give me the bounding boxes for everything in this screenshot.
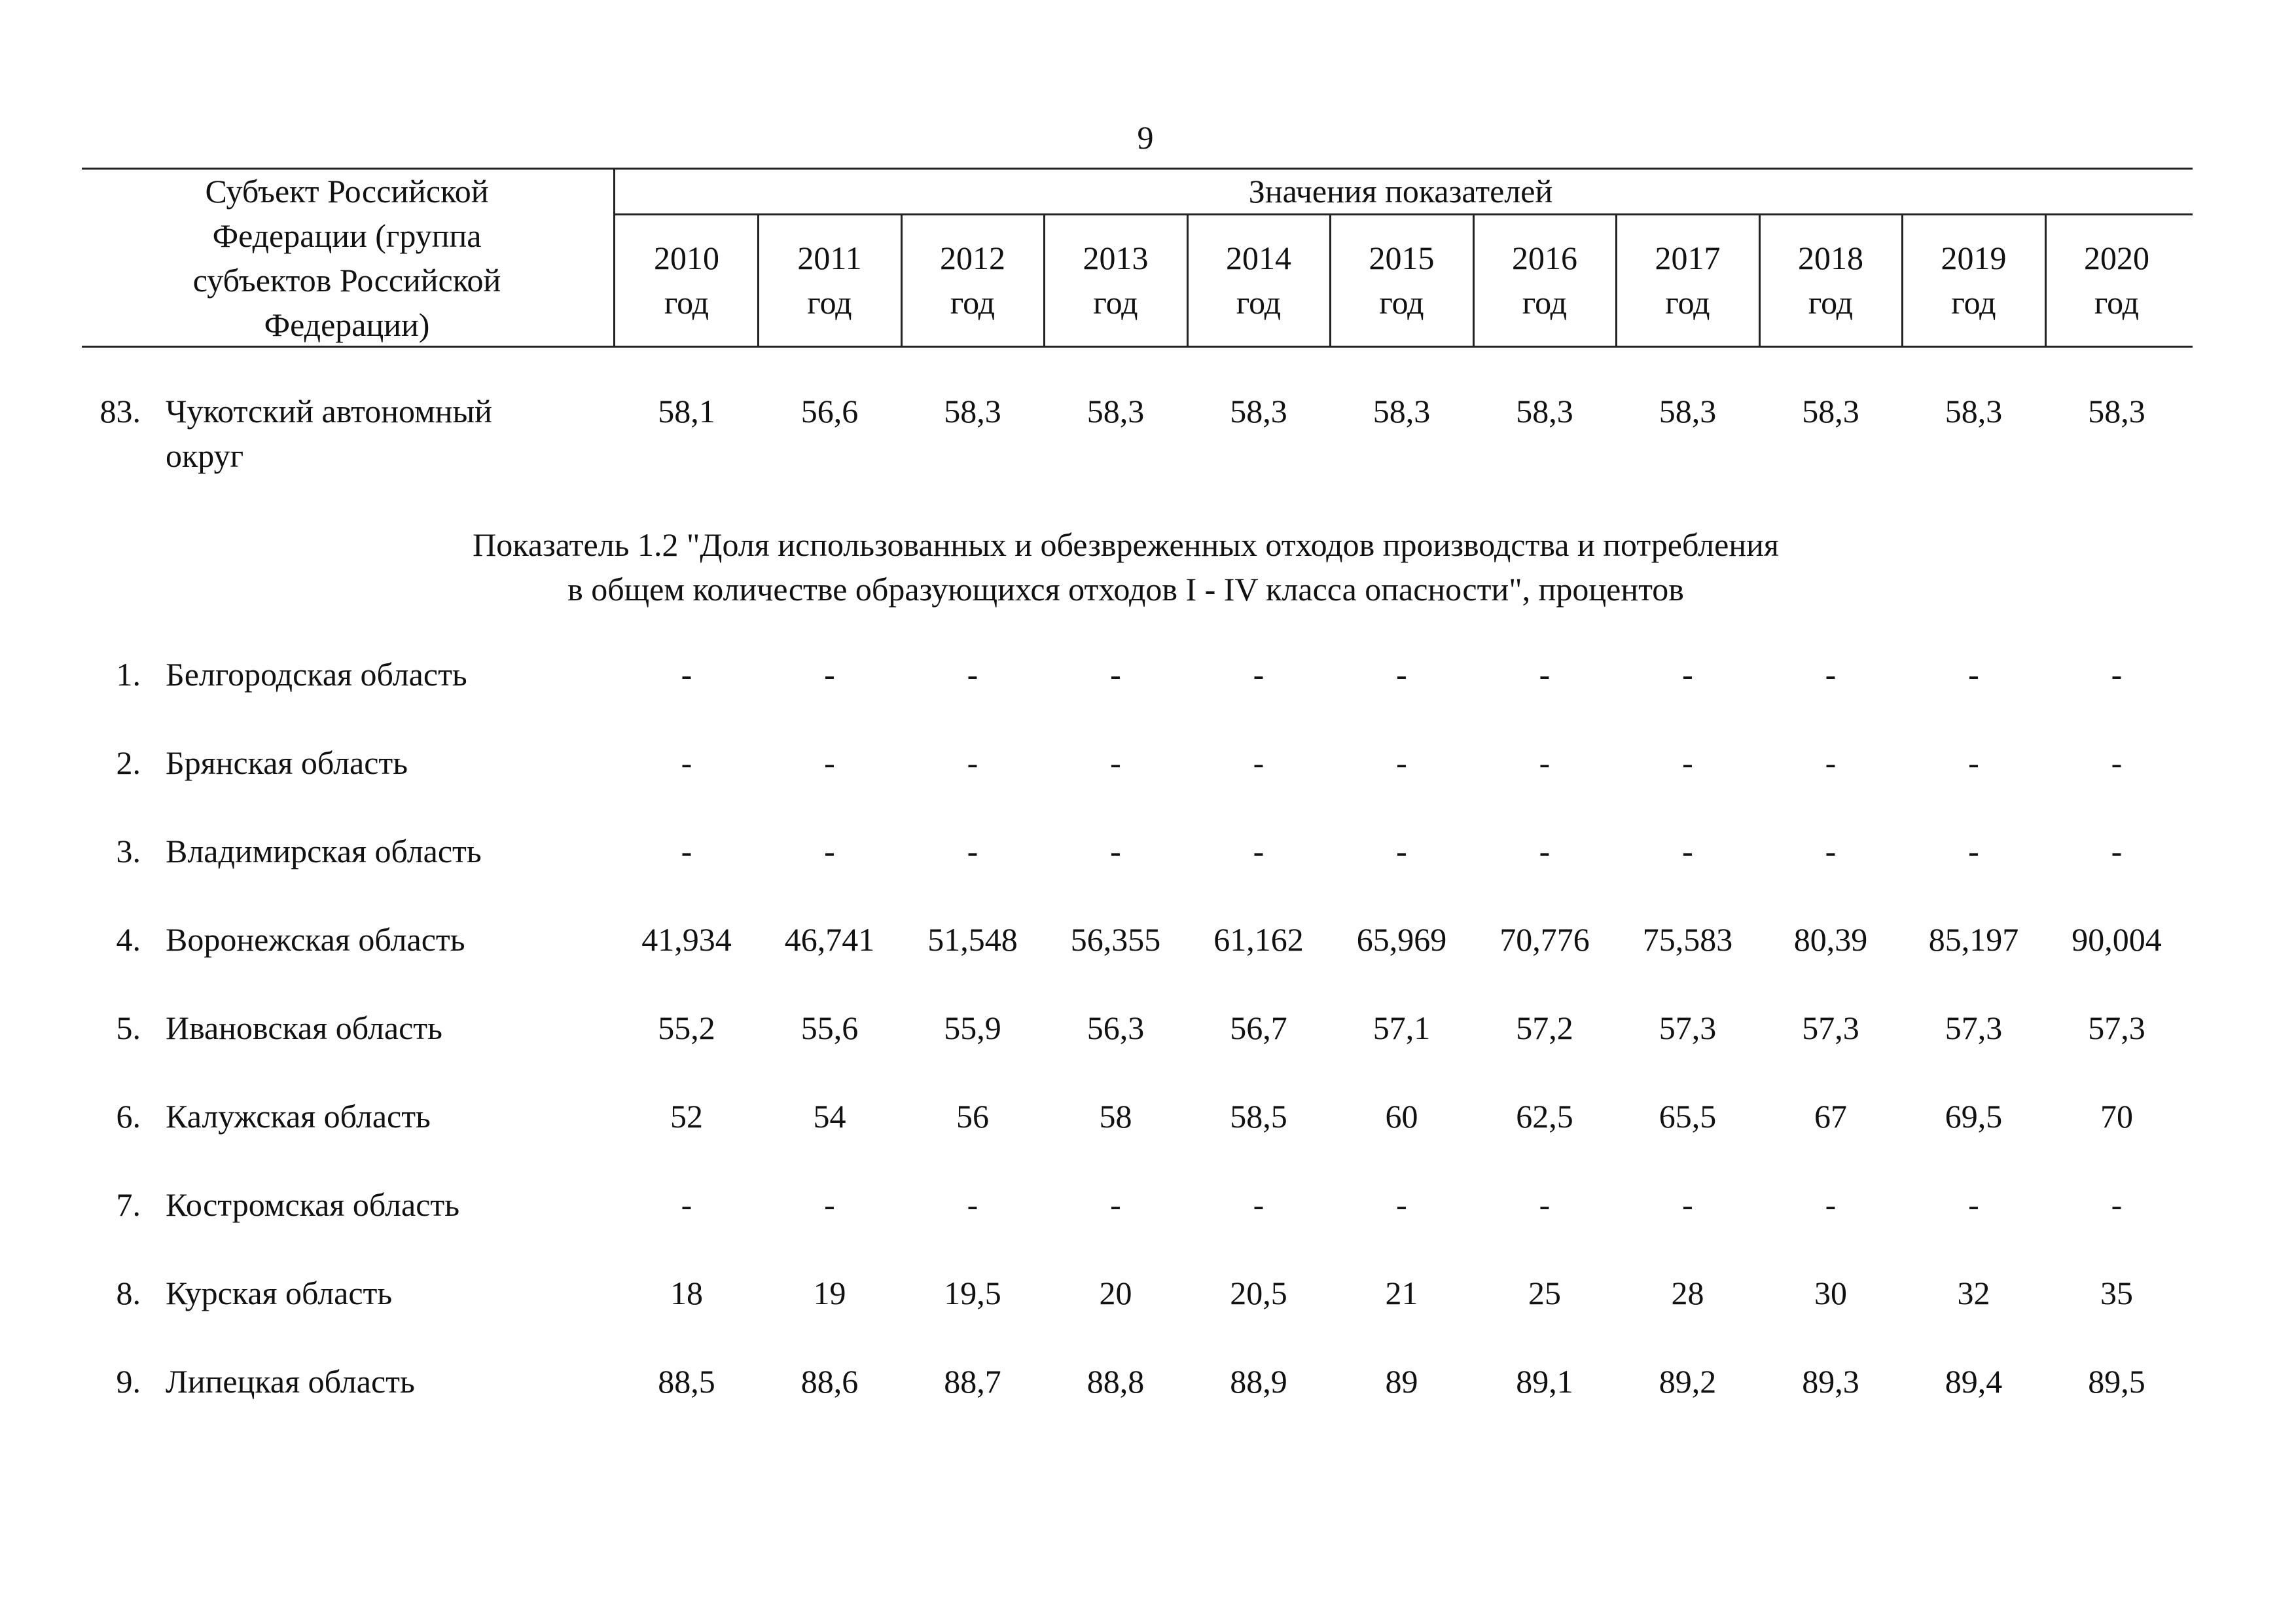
value-cell: - xyxy=(824,833,835,869)
value-cell: 62,5 xyxy=(1516,1098,1573,1135)
subject-header-line: Федерации) xyxy=(264,306,430,343)
value-cell: 58,3 xyxy=(1230,393,1287,429)
value-cell: 57,3 xyxy=(1945,1010,2003,1046)
year-label: 2014 xyxy=(1226,240,1291,276)
value-cell: 58,3 xyxy=(2088,393,2145,429)
value-cell: - xyxy=(1825,656,1837,693)
value-cell: 55,9 xyxy=(944,1010,1001,1046)
value-cell: 88,5 xyxy=(658,1363,715,1400)
value-cell: 65,5 xyxy=(1659,1098,1717,1135)
value-cell: 35 xyxy=(2100,1275,2133,1311)
year-column-header xyxy=(1759,236,1902,325)
value-cell: 56,7 xyxy=(1230,1010,1287,1046)
value-cell: - xyxy=(2111,744,2123,781)
year-unit-label: год xyxy=(1808,284,1854,321)
row-number: 6. xyxy=(116,1098,141,1135)
subject-header-line: Субъект Российской xyxy=(205,173,489,210)
value-cell: 70,776 xyxy=(1499,921,1590,958)
region-name: Владимирская область xyxy=(166,833,482,869)
value-cell: 70 xyxy=(2100,1098,2133,1135)
value-cell: 20,5 xyxy=(1230,1275,1287,1311)
year-column-header xyxy=(615,236,758,325)
value-cell: 52 xyxy=(670,1098,703,1135)
value-cell: 58,5 xyxy=(1230,1098,1287,1135)
region-name: Калужская область xyxy=(166,1098,431,1135)
value-cell: - xyxy=(1682,1186,1693,1223)
value-cell: 20 xyxy=(1099,1275,1132,1311)
row-number: 8. xyxy=(116,1275,141,1311)
value-cell: - xyxy=(1825,744,1837,781)
value-cell: - xyxy=(2111,1186,2123,1223)
value-cell: - xyxy=(824,656,835,693)
year-column-header xyxy=(1473,236,1616,325)
row-number: 3. xyxy=(116,833,141,869)
value-cell: - xyxy=(1253,744,1265,781)
year-unit-label: год xyxy=(807,284,852,321)
value-cell: 51,548 xyxy=(927,921,1018,958)
value-cell: 89 xyxy=(1385,1363,1418,1400)
value-cell: - xyxy=(967,744,978,781)
value-cell: 32 xyxy=(1957,1275,1990,1311)
year-column-header xyxy=(901,236,1044,325)
value-cell: 56,3 xyxy=(1086,1010,1145,1046)
year-column-header xyxy=(1187,236,1330,325)
value-cell: 61,162 xyxy=(1213,921,1304,958)
year-label: 2017 xyxy=(1655,240,1721,276)
value-cell: 55,2 xyxy=(658,1010,715,1046)
value-cell: 58,3 xyxy=(1516,393,1573,429)
value-cell: - xyxy=(824,1186,835,1223)
value-cell: - xyxy=(1968,744,1979,781)
value-cell: 58 xyxy=(1099,1098,1132,1135)
year-unit-label: год xyxy=(1522,284,1568,321)
value-cell: 56,355 xyxy=(1070,921,1161,958)
row-number: 9. xyxy=(116,1363,141,1400)
region-name: Костромская область xyxy=(166,1186,460,1223)
value-cell: 89,4 xyxy=(1945,1363,2003,1400)
value-cell: 58,3 xyxy=(944,393,1001,429)
value-cell: - xyxy=(1682,744,1693,781)
value-cell: - xyxy=(681,1186,692,1223)
value-cell: - xyxy=(1253,833,1265,869)
year-column-header xyxy=(1903,236,2045,325)
value-cell: - xyxy=(681,744,692,781)
value-cell: - xyxy=(967,833,978,869)
value-cell: 41,934 xyxy=(641,921,732,958)
row-number: 7. xyxy=(116,1186,141,1223)
section-title xyxy=(275,522,1977,611)
year-column-header xyxy=(2045,236,2188,325)
section-title-line: Показатель 1.2 "Доля использованных и обезвреженных отходов производства и потребления xyxy=(473,526,1779,563)
value-cell: 75,583 xyxy=(1642,921,1733,958)
year-label: 2015 xyxy=(1369,240,1435,276)
row-number: 4. xyxy=(116,921,141,958)
page-number: 9 xyxy=(1137,119,1154,156)
value-cell: 89,5 xyxy=(2088,1363,2145,1400)
value-cell: 57,2 xyxy=(1516,1010,1573,1046)
table-row xyxy=(0,1359,2296,1451)
year-unit-label: год xyxy=(1093,284,1138,321)
value-cell: - xyxy=(967,656,978,693)
value-cell: - xyxy=(1253,1186,1265,1223)
year-unit-label: год xyxy=(1379,284,1424,321)
value-cell: - xyxy=(1825,1186,1837,1223)
value-cell: 19,5 xyxy=(944,1275,1001,1311)
region-name: Курская область xyxy=(166,1275,393,1311)
value-cell: - xyxy=(1396,744,1407,781)
values-column-header: Значения показателей xyxy=(1248,173,1553,210)
value-cell: - xyxy=(1539,1186,1551,1223)
value-cell: - xyxy=(1539,833,1551,869)
value-cell: - xyxy=(1110,656,1121,693)
year-column-divider xyxy=(1043,213,1045,348)
value-cell: 89,3 xyxy=(1802,1363,1859,1400)
table-row xyxy=(0,740,2296,832)
value-cell: - xyxy=(1682,656,1693,693)
region-name: Липецкая область xyxy=(166,1363,415,1400)
year-column-header xyxy=(759,236,901,325)
table-row xyxy=(0,829,2296,921)
value-cell: 30 xyxy=(1814,1275,1847,1311)
value-cell: 65,969 xyxy=(1356,921,1447,958)
year-unit-label: год xyxy=(1236,284,1282,321)
value-cell: 28 xyxy=(1671,1275,1704,1311)
value-cell: - xyxy=(2111,833,2123,869)
value-cell: - xyxy=(1968,656,1979,693)
year-unit-label: год xyxy=(664,284,709,321)
value-cell: - xyxy=(1682,833,1693,869)
value-cell: 58,3 xyxy=(1372,393,1431,429)
section-title-line: в общем количестве образующихся отходов I - IV класса опасности", процентов xyxy=(567,571,1684,608)
region-name: Брянская область xyxy=(166,744,408,781)
row-number: 5. xyxy=(116,1010,141,1046)
value-cell: 46,741 xyxy=(784,921,875,958)
value-cell: - xyxy=(1396,833,1407,869)
row-number: 2. xyxy=(116,744,141,781)
table-row xyxy=(0,1006,2296,1097)
value-cell: 80,39 xyxy=(1793,921,1868,958)
value-cell: 56 xyxy=(956,1098,989,1135)
table-row xyxy=(0,1271,2296,1362)
value-cell: - xyxy=(681,656,692,693)
value-cell: 57,3 xyxy=(2088,1010,2145,1046)
value-cell: - xyxy=(1110,1186,1121,1223)
year-unit-label: год xyxy=(950,284,996,321)
table-row xyxy=(0,389,2296,481)
value-cell: - xyxy=(1253,656,1265,693)
value-cell: 58,3 xyxy=(1659,393,1717,429)
row-number: 83. xyxy=(99,393,141,429)
year-column-header xyxy=(1045,236,1187,325)
value-cell: 88,6 xyxy=(800,1363,859,1400)
value-cell: - xyxy=(1396,656,1407,693)
value-cell: - xyxy=(824,744,835,781)
value-cell: 89,1 xyxy=(1516,1363,1573,1400)
value-cell: 58,3 xyxy=(1086,393,1145,429)
year-unit-label: год xyxy=(2094,284,2140,321)
subject-header-line: субъектов Российской xyxy=(192,262,501,299)
year-label: 2012 xyxy=(940,240,1005,276)
value-cell: 25 xyxy=(1528,1275,1561,1311)
year-column-divider xyxy=(1329,213,1331,348)
year-column-divider xyxy=(2045,213,2047,348)
value-cell: - xyxy=(1539,656,1551,693)
value-cell: 89,2 xyxy=(1659,1363,1717,1400)
year-column-divider xyxy=(1901,213,1903,348)
region-name: Ивановская область xyxy=(166,1010,442,1046)
year-column-divider xyxy=(1759,213,1761,348)
year-column-header xyxy=(1331,236,1473,325)
year-column-divider xyxy=(757,213,759,348)
value-cell: 58,3 xyxy=(1802,393,1859,429)
value-cell: 57,3 xyxy=(1802,1010,1859,1046)
table-row xyxy=(0,1182,2296,1274)
value-cell: 88,9 xyxy=(1230,1363,1287,1400)
value-cell: - xyxy=(1396,1186,1407,1223)
region-name: Чукотский автономный округ xyxy=(166,393,492,474)
table-row xyxy=(0,1094,2296,1186)
value-cell: 67 xyxy=(1814,1098,1847,1135)
year-column-divider xyxy=(1187,213,1189,348)
year-unit-label: год xyxy=(1665,284,1710,321)
value-cell: 57,1 xyxy=(1372,1010,1431,1046)
value-cell: - xyxy=(1539,744,1551,781)
year-label: 2011 xyxy=(797,240,862,276)
value-cell: - xyxy=(967,1186,978,1223)
subject-header-line: Федерации (группа xyxy=(212,217,482,254)
value-cell: - xyxy=(1110,833,1121,869)
year-label: 2010 xyxy=(654,240,719,276)
region-name: Воронежская область xyxy=(166,921,465,958)
year-column-divider xyxy=(1615,213,1617,348)
value-cell: 88,7 xyxy=(944,1363,1001,1400)
row-number: 1. xyxy=(116,656,141,693)
table-row xyxy=(0,917,2296,1009)
year-label: 2018 xyxy=(1798,240,1863,276)
year-label: 2013 xyxy=(1083,240,1149,276)
year-label: 2020 xyxy=(2084,240,2149,276)
value-cell: - xyxy=(1110,744,1121,781)
value-cell: - xyxy=(681,833,692,869)
value-cell: 60 xyxy=(1385,1098,1418,1135)
year-column-header xyxy=(1617,236,1759,325)
region-name: Белгородская область xyxy=(166,656,467,693)
value-cell: 57,3 xyxy=(1659,1010,1717,1046)
subject-column-header xyxy=(82,169,612,347)
values-header-rule xyxy=(615,213,2193,215)
value-cell: 90,004 xyxy=(2072,921,2162,958)
value-cell: 55,6 xyxy=(800,1010,859,1046)
value-cell: 58,3 xyxy=(1945,393,2003,429)
year-column-divider xyxy=(1473,213,1475,348)
value-cell: 56,6 xyxy=(800,393,859,429)
year-unit-label: год xyxy=(1951,284,1996,321)
year-label: 2016 xyxy=(1512,240,1577,276)
value-cell: 18 xyxy=(670,1275,703,1311)
value-cell: - xyxy=(1968,833,1979,869)
value-cell: 88,8 xyxy=(1086,1363,1145,1400)
year-column-divider xyxy=(901,213,903,348)
value-cell: 58,1 xyxy=(658,393,715,429)
value-cell: 19 xyxy=(813,1275,846,1311)
year-label: 2019 xyxy=(1941,240,2007,276)
value-cell: 85,197 xyxy=(1928,921,2019,958)
value-cell: - xyxy=(2111,656,2123,693)
value-cell: 21 xyxy=(1385,1275,1418,1311)
value-cell: - xyxy=(1968,1186,1979,1223)
value-cell: 54 xyxy=(813,1098,846,1135)
table-row xyxy=(0,652,2296,744)
value-cell: 69,5 xyxy=(1945,1098,2003,1135)
value-cell: - xyxy=(1825,833,1837,869)
